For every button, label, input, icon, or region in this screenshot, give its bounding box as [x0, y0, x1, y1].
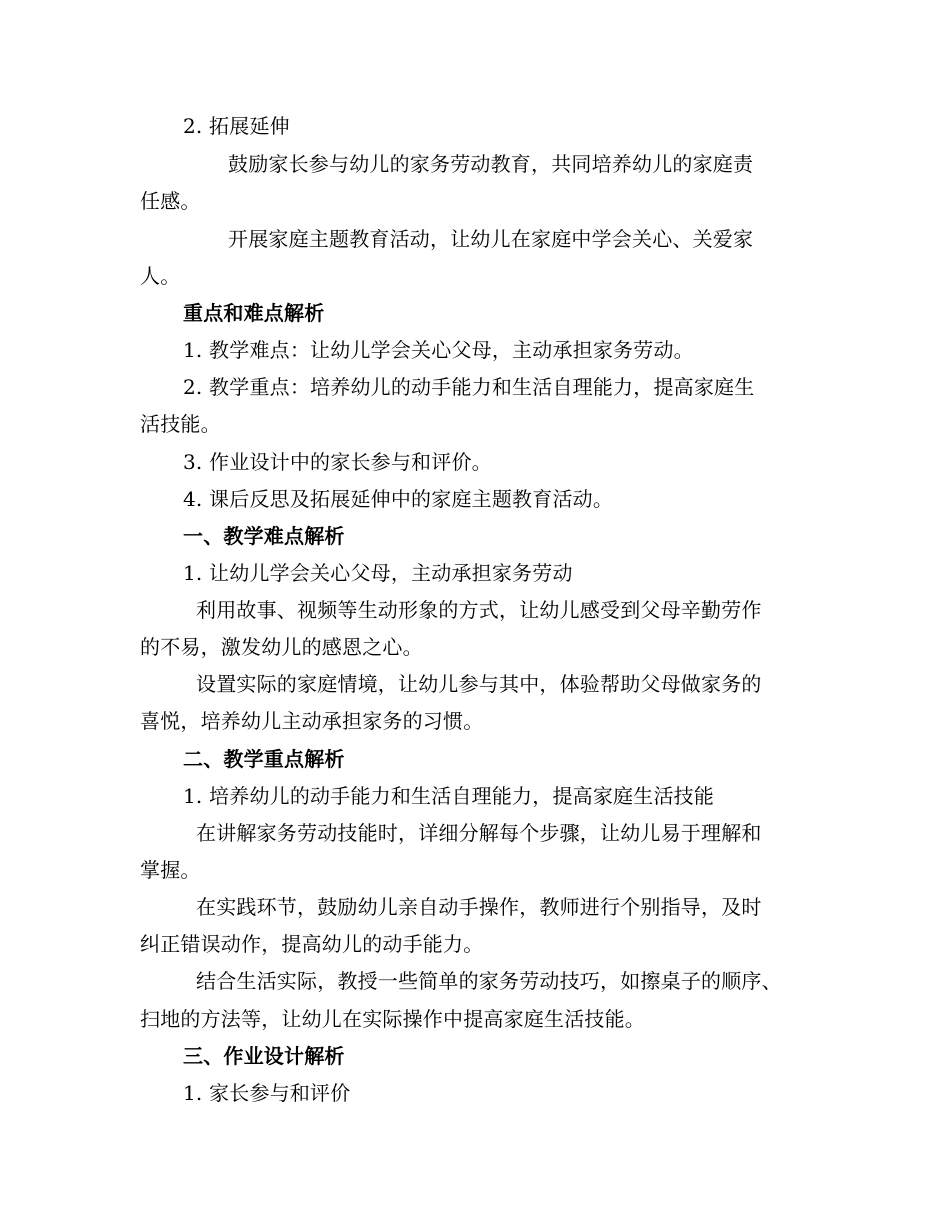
paragraph-line: 扫地的方法等，让幼儿在实际操作中提高家庭生活技能。 [140, 1007, 645, 1031]
list-item: 2. 教学重点：培养幼儿的动手能力和生活自理能力，提高家庭生 [183, 375, 755, 399]
paragraph-line: 的不易，激发幼儿的感恩之心。 [140, 635, 423, 659]
paragraph-line: 开展家庭主题教育活动，让幼儿在家庭中学会关心、关爱家 [228, 227, 754, 251]
paragraph-line: 在实践环节，鼓励幼儿亲自动手操作，教师进行个别指导，及时 [196, 895, 762, 919]
paragraph-line: 结合生活实际，教授一些简单的家务劳动技巧，如擦桌子的顺序、 [196, 969, 782, 993]
paragraph-line: 活技能。 [140, 412, 221, 436]
paragraph-line: 人。 [140, 264, 181, 288]
paragraph-line: 鼓励家长参与幼儿的家务劳动教育，共同培养幼儿的家庭责 [228, 152, 754, 176]
section-heading: 重点和难点解析 [183, 301, 325, 325]
paragraph-line: 任感。 [140, 189, 201, 213]
paragraph-line: 喜悦，培养幼儿主动承担家务的习惯。 [140, 709, 484, 733]
paragraph-line: 在讲解家务劳动技能时，详细分解每个步骤，让幼儿易于理解和 [196, 821, 762, 845]
list-item-extension: 2. 拓展延伸 [183, 114, 290, 138]
paragraph-line: 利用故事、视频等生动形象的方式，让幼儿感受到父母辛勤劳作 [196, 598, 762, 622]
section-heading: 一、教学难点解析 [183, 524, 345, 548]
list-item: 1. 培养幼儿的动手能力和生活自理能力，提高家庭生活技能 [183, 784, 715, 808]
section-heading: 二、教学重点解析 [183, 747, 345, 771]
list-item: 1. 教学难点：让幼儿学会关心父母，主动承担家务劳动。 [183, 338, 694, 362]
list-item: 1. 家长参与和评价 [183, 1081, 351, 1105]
paragraph-line: 掌握。 [140, 858, 201, 882]
section-heading: 三、作业设计解析 [183, 1044, 345, 1068]
list-item: 1. 让幼儿学会关心父母，主动承担家务劳动 [183, 561, 573, 585]
list-item: 3. 作业设计中的家长参与和评价。 [183, 450, 492, 474]
paragraph-line: 纠正错误动作，提高幼儿的动手能力。 [140, 932, 484, 956]
paragraph-line: 设置实际的家庭情境，让幼儿参与其中，体验帮助父母做家务的 [196, 672, 762, 696]
list-item: 4. 课后反思及拓展延伸中的家庭主题教育活动。 [183, 487, 614, 511]
